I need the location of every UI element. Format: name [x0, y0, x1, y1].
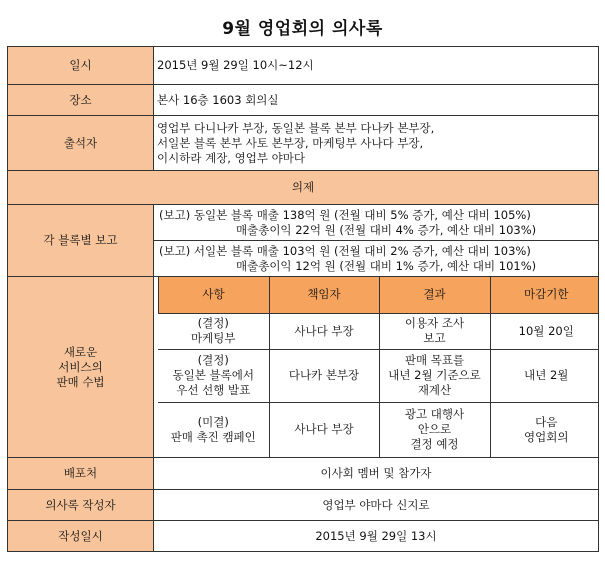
- cell-line: 다음: [535, 414, 558, 429]
- report-east-profit: 매출총이익 22억 원 (전월 대비 4% 증가, 예산 대비 103%): [236, 222, 537, 237]
- value-written-date: 2015년 9월 29일 13시: [154, 521, 599, 552]
- attendees-line: 서일본 블록 본부 사토 본부장, 마케팅부 사나다 부장,: [157, 135, 424, 150]
- new-service-label-line: 새로운: [63, 344, 98, 359]
- cell-line: 마케팅부: [191, 331, 236, 345]
- new-service-container: [154, 277, 599, 458]
- row-agenda: [8, 171, 599, 205]
- value-writer: 영업부 야마다 신지로: [154, 490, 599, 521]
- cell-line: (결정): [197, 316, 229, 330]
- header-item: 사항: [158, 277, 269, 313]
- new-service-label-line: 판매 수법: [56, 374, 105, 389]
- cell-line: 사나다 부장: [294, 422, 354, 437]
- label-attendees: 출석자: [8, 116, 154, 171]
- label-datetime: 일시: [8, 47, 154, 85]
- cell-line: 내년 2월: [524, 368, 569, 382]
- header-deadline: 마감기한: [490, 277, 599, 313]
- action-items-table: [157, 277, 599, 457]
- row-datetime: [8, 47, 599, 85]
- row-written-date: [8, 521, 599, 552]
- label-block-report: 각 블록별 보고: [8, 205, 154, 277]
- cell-owner: [269, 313, 379, 349]
- cell-line: 다나카 본부장: [288, 368, 360, 382]
- row-report-east: [8, 205, 599, 241]
- cell-result: [379, 349, 490, 402]
- table-row: [157, 313, 599, 349]
- value-attendees: [154, 116, 599, 171]
- cell-line: 광고 대행사: [404, 407, 465, 422]
- value-datetime: 2015년 9월 29일 10시~12시: [154, 47, 599, 85]
- new-service-label-line: 서비스의: [58, 359, 103, 374]
- cell-line: 판매 목표를: [404, 353, 465, 367]
- report-east-sales: (보고) 동일본 블록 매출 138억 원 (전월 대비 5% 증가, 예산 대비 105%): [159, 207, 531, 222]
- header-owner: 책임자: [269, 277, 379, 313]
- table-row: [157, 349, 599, 402]
- cell-line: 10월 20일: [518, 323, 574, 338]
- label-place: 장소: [8, 85, 154, 116]
- row-distribution: [8, 458, 599, 490]
- cell-line: 재계산: [417, 383, 452, 397]
- cell-line: 내년 2월 기준으로: [388, 368, 481, 382]
- cell-line: 영업회의: [524, 429, 569, 444]
- cell-line: 보고: [423, 331, 446, 345]
- header-result: 결과: [379, 277, 490, 313]
- cell-line: (결정): [197, 353, 229, 367]
- value-place: 본사 16층 1603 회의실: [154, 85, 599, 116]
- cell-owner: [269, 402, 379, 457]
- label-distribution: 배포처: [8, 458, 154, 490]
- cell-deadline: [490, 402, 599, 457]
- cell-line: 동일본 블록에서: [172, 368, 254, 382]
- row-attendees: [8, 116, 599, 171]
- cell-deadline: [490, 349, 599, 402]
- action-items-header-row: [157, 277, 599, 313]
- cell-result: [379, 402, 490, 457]
- cell-line: 결정 예정: [410, 437, 459, 452]
- table-row: [157, 402, 599, 457]
- value-distribution: 이사회 멤버 및 참가자: [154, 458, 599, 490]
- cell-item: [158, 313, 269, 349]
- row-place: [8, 85, 599, 116]
- cell-item: [158, 402, 269, 457]
- report-west: [154, 241, 599, 277]
- cell-line: 이용자 조사: [404, 316, 465, 330]
- cell-deadline: [490, 313, 599, 349]
- row-new-service: [8, 277, 599, 458]
- cell-line: 우선 선행 발표: [176, 383, 251, 397]
- attendees-line: 영업부 다니나카 부장, 동일본 블록 본부 다나카 본부장,: [157, 120, 435, 135]
- label-new-service: [8, 277, 154, 458]
- report-west-profit: 매출총이익 12억 원 (전월 대비 1% 증가, 예산 대비 101%): [236, 258, 537, 273]
- minutes-table: [7, 46, 599, 552]
- cell-result: [379, 313, 490, 349]
- cell-item: [158, 349, 269, 402]
- row-writer: [8, 490, 599, 521]
- document-title: 9월 영업회의 의사록: [222, 19, 383, 39]
- cell-owner: [269, 349, 379, 402]
- cell-line: 사나다 부장: [294, 323, 354, 338]
- attendees-line: 이시하라 계장, 영업부 야마다: [157, 150, 305, 165]
- agenda-header: 의제: [8, 171, 599, 205]
- label-writer: 의사록 작성자: [8, 490, 154, 521]
- cell-line: 안으로: [417, 422, 452, 437]
- label-written-date: 작성일시: [8, 521, 154, 552]
- report-east: [154, 205, 599, 241]
- cell-line: (미결): [197, 414, 229, 429]
- report-west-sales: (보고) 서일본 블록 매출 103억 원 (전월 대비 2% 증가, 예산 대비 103%): [159, 243, 531, 258]
- cell-line: 판매 촉진 캠페인: [170, 429, 256, 444]
